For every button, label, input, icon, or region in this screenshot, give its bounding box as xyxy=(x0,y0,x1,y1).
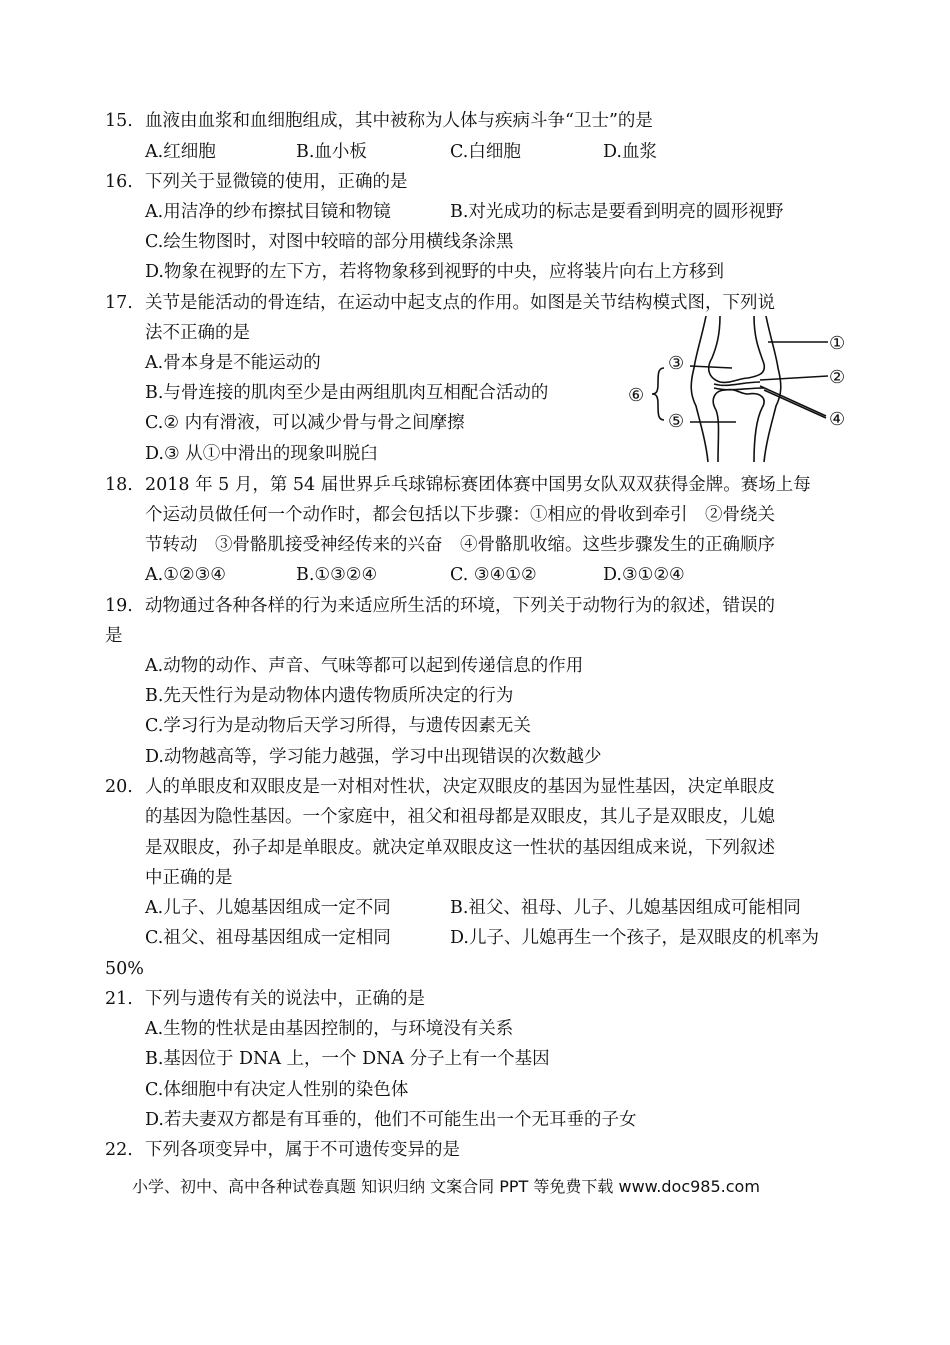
q20-option-b: B.祖父、祖母、儿子、儿媳基因组成可能相同 xyxy=(450,898,801,918)
q21-number: 21. xyxy=(105,989,133,1009)
q16-option-d: D.物象在视野的左下方，若将物象移到视野的中央，应将装片向右上方移到 xyxy=(145,262,724,282)
q18-option-b: B.①③②④ xyxy=(296,565,378,585)
q19-option-a: A.动物的动作、声音、气味等都可以起到传递信息的作用 xyxy=(145,656,584,676)
joint-structure-diagram xyxy=(620,312,870,464)
q17-number: 17. xyxy=(105,293,133,313)
q17-option-a: A.骨本身是不能运动的 xyxy=(145,353,321,373)
q17-option-d: D.③ 从①中滑出的现象叫脱臼 xyxy=(145,444,378,464)
footer-download-text: 小学、初中、高中各种试卷真题 知识归纳 文案合同 PPT 等免费下载 www.doc985.com xyxy=(132,1177,760,1196)
q21-option-a: A.生物的性状是由基因控制的，与环境没有关系 xyxy=(145,1019,514,1039)
q19-option-c: C.学习行为是动物后天学习所得，与遗传因素无关 xyxy=(145,716,531,736)
q20-stem-line3: 是双眼皮，孙子却是单眼皮。就决定单双眼皮这一性状的基因组成来说，下列叙述 xyxy=(145,838,775,858)
q19-option-b: B.先天性行为是动物体内遗传物质所决定的行为 xyxy=(145,686,514,706)
figure-label-3: ③ xyxy=(668,353,685,374)
q18-option-a: A.①②③④ xyxy=(145,565,226,585)
q17-option-b: B.与骨连接的肌肉至少是由两组肌肉互相配合活动的 xyxy=(145,383,549,403)
q17-stem-line2: 法不正确的是 xyxy=(145,323,250,343)
q19-option-d: D.动物越高等，学习能力越强，学习中出现错误的次数越少 xyxy=(145,747,602,767)
q22-stem: 下列各项变异中，属于不可遗传变异的是 xyxy=(145,1140,460,1160)
figure-label-2: ② xyxy=(829,367,846,388)
figure-label-4: ④ xyxy=(829,409,846,430)
q21-option-d: D.若夫妻双方都是有耳垂的，他们不可能生出一个无耳垂的子女 xyxy=(145,1110,637,1130)
q15-option-a: A.红细胞 xyxy=(145,142,216,162)
q19-number: 19. xyxy=(105,596,133,616)
q16-option-b: B.对光成功的标志是要看到明亮的圆形视野 xyxy=(450,202,784,222)
figure-label-1: ① xyxy=(829,333,846,354)
q18-option-c: C. ③④①② xyxy=(450,565,537,585)
q20-number: 20. xyxy=(105,777,133,797)
q19-stem-line1: 动物通过各种各样的行为来适应所生活的环境，下列关于动物行为的叙述，错误的 xyxy=(145,596,775,616)
q20-stem-line2: 的基因为隐性基因。一个家庭中，祖父和祖母都是双眼皮，其儿子是双眼皮，儿媳 xyxy=(145,807,775,827)
q16-option-a: A.用洁净的纱布擦拭目镜和物镜 xyxy=(145,202,391,222)
q20-option-a: A.儿子、儿媳基因组成一定不同 xyxy=(145,898,391,918)
q20-stem-line4: 中正确的是 xyxy=(145,868,233,888)
q15-option-c: C.白细胞 xyxy=(450,142,521,162)
q20-option-d: D.儿子、儿媳再生一个孩子，是双眼皮的机率为 xyxy=(450,928,819,948)
q19-stem-line2: 是 xyxy=(105,626,123,646)
q17-stem-line1: 关节是能活动的骨连结，在运动中起支点的作用。如图是关节结构模式图，下列说 xyxy=(145,293,775,313)
q21-stem: 下列与遗传有关的说法中，正确的是 xyxy=(145,989,425,1009)
q22-number: 22. xyxy=(105,1140,133,1160)
q18-number: 18. xyxy=(105,475,133,495)
q20-option-d-tail: 50% xyxy=(105,959,144,979)
q15-stem: 血液由血浆和血细胞组成，其中被称为人体与疾病斗争“卫士”的是 xyxy=(145,111,653,131)
q16-stem: 下列关于显微镜的使用，正确的是 xyxy=(145,172,408,192)
q18-stem-line2: 个运动员做任何一个动作时，都会包括以下步骤：①相应的骨收到牵引 ②骨绕关 xyxy=(145,505,775,525)
q16-option-c: C.绘生物图时，对图中较暗的部分用横线条涂黑 xyxy=(145,232,514,252)
figure-label-5: ⑤ xyxy=(668,411,685,432)
q21-option-c: C.体细胞中有决定人性别的染色体 xyxy=(145,1080,409,1100)
figure-label-6: ⑥ xyxy=(628,385,645,406)
q18-stem-line3: 节转动 ③骨骼肌接受神经传来的兴奋 ④骨骼肌收缩。这些步骤发生的正确顺序 xyxy=(145,535,775,555)
q20-stem-line1: 人的单眼皮和双眼皮是一对相对性状，决定双眼皮的基因为显性基因，决定单眼皮 xyxy=(145,777,775,797)
q16-number: 16. xyxy=(105,172,133,192)
q21-option-b: B.基因位于 DNA 上，一个 DNA 分子上有一个基因 xyxy=(145,1049,550,1069)
q15-option-b: B.血小板 xyxy=(296,142,367,162)
q15-option-d: D.血浆 xyxy=(603,142,657,162)
q20-option-c: C.祖父、祖母基因组成一定相同 xyxy=(145,928,391,948)
q17-option-c: C.② 内有滑液，可以减少骨与骨之间摩擦 xyxy=(145,413,465,433)
q18-stem-line1: 2018 年 5 月，第 54 届世界乒乓球锦标赛团体赛中国男女队双双获得金牌。赛场上每 xyxy=(145,475,811,495)
q18-option-d: D.③①②④ xyxy=(603,565,685,585)
q15-number: 15. xyxy=(105,111,133,131)
